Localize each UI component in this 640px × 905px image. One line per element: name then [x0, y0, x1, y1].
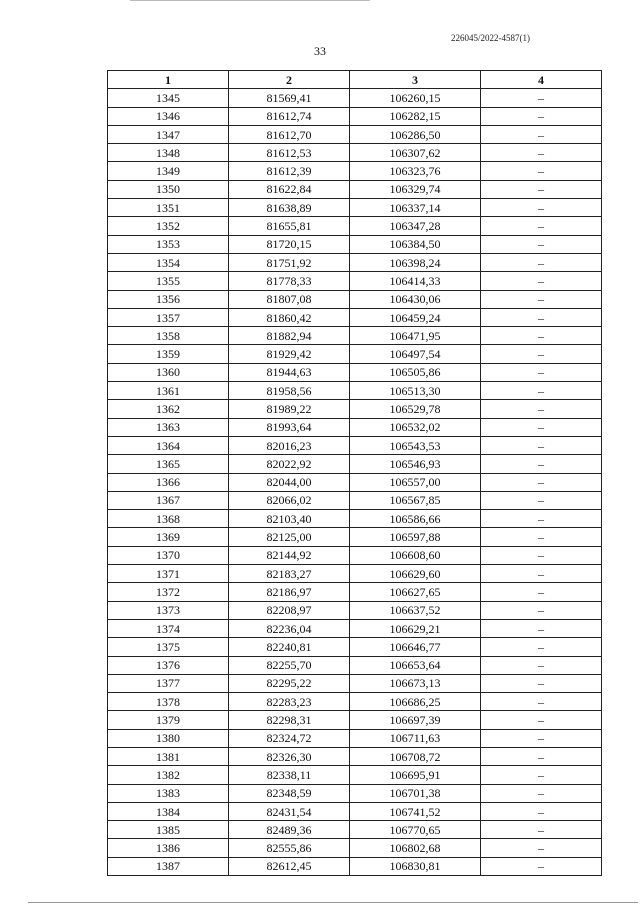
- note-cell: –: [481, 674, 602, 692]
- x-coordinate-cell: 82283,23: [229, 693, 350, 711]
- x-coordinate-cell: 82555,86: [229, 839, 350, 857]
- x-coordinate-cell: 82338,11: [229, 766, 350, 784]
- column-header: 3: [350, 71, 481, 89]
- table-row: [108, 729, 602, 747]
- y-coordinate-cell: 106307,62: [350, 144, 481, 162]
- note-cell: –: [481, 693, 602, 711]
- note-cell: –: [481, 107, 602, 125]
- y-coordinate-cell: 106557,00: [350, 473, 481, 491]
- note-cell: –: [481, 400, 602, 418]
- point-number-cell: 1385: [108, 821, 229, 839]
- table-row: [108, 125, 602, 143]
- x-coordinate-cell: 82208,97: [229, 601, 350, 619]
- y-coordinate-cell: 106398,24: [350, 253, 481, 271]
- top-scan-line: [130, 0, 370, 1]
- y-coordinate-cell: 106260,15: [350, 89, 481, 107]
- x-coordinate-cell: 82298,31: [229, 711, 350, 729]
- point-number-cell: 1372: [108, 583, 229, 601]
- note-cell: –: [481, 711, 602, 729]
- y-coordinate-cell: 106529,78: [350, 400, 481, 418]
- x-coordinate-cell: 81929,42: [229, 345, 350, 363]
- table-row: [108, 857, 602, 875]
- y-coordinate-cell: 106637,52: [350, 601, 481, 619]
- y-coordinate-cell: 106673,13: [350, 674, 481, 692]
- table-row: [108, 656, 602, 674]
- y-coordinate-cell: 106770,65: [350, 821, 481, 839]
- note-cell: –: [481, 784, 602, 802]
- point-number-cell: 1373: [108, 601, 229, 619]
- page-number: 33: [314, 44, 326, 58]
- x-coordinate-cell: 82324,72: [229, 729, 350, 747]
- x-coordinate-cell: 82125,00: [229, 528, 350, 546]
- note-cell: –: [481, 565, 602, 583]
- x-coordinate-cell: 82044,00: [229, 473, 350, 491]
- x-coordinate-cell: 81622,84: [229, 180, 350, 198]
- point-number-cell: 1349: [108, 162, 229, 180]
- point-number-cell: 1383: [108, 784, 229, 802]
- y-coordinate-cell: 106646,77: [350, 638, 481, 656]
- x-coordinate-cell: 82022,92: [229, 455, 350, 473]
- x-coordinate-cell: 82240,81: [229, 638, 350, 656]
- y-coordinate-cell: 106701,38: [350, 784, 481, 802]
- x-coordinate-cell: 81778,33: [229, 272, 350, 290]
- column-header: 1: [108, 71, 229, 89]
- point-number-cell: 1359: [108, 345, 229, 363]
- column-header: 2: [229, 71, 350, 89]
- table-row: [108, 217, 602, 235]
- y-coordinate-cell: 106629,21: [350, 619, 481, 637]
- point-number-cell: 1348: [108, 144, 229, 162]
- table-row: [108, 711, 602, 729]
- table-row: [108, 473, 602, 491]
- point-number-cell: 1360: [108, 363, 229, 381]
- point-number-cell: 1363: [108, 418, 229, 436]
- x-coordinate-cell: 81612,70: [229, 125, 350, 143]
- note-cell: –: [481, 327, 602, 345]
- table-row: [108, 363, 602, 381]
- y-coordinate-cell: 106608,60: [350, 546, 481, 564]
- note-cell: –: [481, 510, 602, 528]
- point-number-cell: 1379: [108, 711, 229, 729]
- y-coordinate-cell: 106471,95: [350, 327, 481, 345]
- point-number-cell: 1353: [108, 235, 229, 253]
- y-coordinate-cell: 106695,91: [350, 766, 481, 784]
- y-coordinate-cell: 106708,72: [350, 747, 481, 765]
- x-coordinate-cell: 81720,15: [229, 235, 350, 253]
- note-cell: –: [481, 455, 602, 473]
- note-cell: –: [481, 638, 602, 656]
- note-cell: –: [481, 802, 602, 820]
- x-coordinate-cell: 81860,42: [229, 308, 350, 326]
- table-header-row: [108, 71, 602, 89]
- note-cell: –: [481, 363, 602, 381]
- x-coordinate-cell: 82144,92: [229, 546, 350, 564]
- y-coordinate-cell: 106347,28: [350, 217, 481, 235]
- point-number-cell: 1371: [108, 565, 229, 583]
- note-cell: –: [481, 308, 602, 326]
- y-coordinate-cell: 106546,93: [350, 455, 481, 473]
- point-number-cell: 1345: [108, 89, 229, 107]
- y-coordinate-cell: 106282,15: [350, 107, 481, 125]
- note-cell: –: [481, 162, 602, 180]
- note-cell: –: [481, 272, 602, 290]
- table-row: [108, 180, 602, 198]
- note-cell: –: [481, 546, 602, 564]
- note-cell: –: [481, 418, 602, 436]
- table-row: [108, 638, 602, 656]
- point-number-cell: 1364: [108, 436, 229, 454]
- x-coordinate-cell: 81882,94: [229, 327, 350, 345]
- coordinates-table: [107, 70, 602, 876]
- x-coordinate-cell: 81989,22: [229, 400, 350, 418]
- y-coordinate-cell: 106627,65: [350, 583, 481, 601]
- note-cell: –: [481, 473, 602, 491]
- point-number-cell: 1350: [108, 180, 229, 198]
- note-cell: –: [481, 747, 602, 765]
- table-row: [108, 766, 602, 784]
- table-row: [108, 382, 602, 400]
- y-coordinate-cell: 106543,53: [350, 436, 481, 454]
- x-coordinate-cell: 82255,70: [229, 656, 350, 674]
- point-number-cell: 1352: [108, 217, 229, 235]
- y-coordinate-cell: 106567,85: [350, 491, 481, 509]
- table-row: [108, 327, 602, 345]
- point-number-cell: 1370: [108, 546, 229, 564]
- x-coordinate-cell: 81569,41: [229, 89, 350, 107]
- table-row: [108, 510, 602, 528]
- table-row: [108, 747, 602, 765]
- table-row: [108, 491, 602, 509]
- point-number-cell: 1375: [108, 638, 229, 656]
- point-number-cell: 1377: [108, 674, 229, 692]
- table-row: [108, 839, 602, 857]
- y-coordinate-cell: 106686,25: [350, 693, 481, 711]
- point-number-cell: 1378: [108, 693, 229, 711]
- table-row: [108, 436, 602, 454]
- x-coordinate-cell: 81751,92: [229, 253, 350, 271]
- point-number-cell: 1358: [108, 327, 229, 345]
- x-coordinate-cell: 82186,97: [229, 583, 350, 601]
- y-coordinate-cell: 106337,14: [350, 199, 481, 217]
- x-coordinate-cell: 82183,27: [229, 565, 350, 583]
- table-row: [108, 455, 602, 473]
- note-cell: –: [481, 601, 602, 619]
- point-number-cell: 1374: [108, 619, 229, 637]
- note-cell: –: [481, 345, 602, 363]
- table-row: [108, 565, 602, 583]
- y-coordinate-cell: 106711,63: [350, 729, 481, 747]
- point-number-cell: 1365: [108, 455, 229, 473]
- point-number-cell: 1362: [108, 400, 229, 418]
- note-cell: –: [481, 857, 602, 875]
- point-number-cell: 1369: [108, 528, 229, 546]
- x-coordinate-cell: 82431,54: [229, 802, 350, 820]
- point-number-cell: 1376: [108, 656, 229, 674]
- x-coordinate-cell: 81655,81: [229, 217, 350, 235]
- point-number-cell: 1347: [108, 125, 229, 143]
- table-row: [108, 107, 602, 125]
- table-row: [108, 583, 602, 601]
- y-coordinate-cell: 106329,74: [350, 180, 481, 198]
- x-coordinate-cell: 81612,74: [229, 107, 350, 125]
- x-coordinate-cell: 82489,36: [229, 821, 350, 839]
- note-cell: –: [481, 180, 602, 198]
- y-coordinate-cell: 106286,50: [350, 125, 481, 143]
- note-cell: –: [481, 766, 602, 784]
- y-coordinate-cell: 106414,33: [350, 272, 481, 290]
- note-cell: –: [481, 253, 602, 271]
- point-number-cell: 1384: [108, 802, 229, 820]
- note-cell: –: [481, 491, 602, 509]
- note-cell: –: [481, 729, 602, 747]
- column-header: 4: [481, 71, 602, 89]
- x-coordinate-cell: 82016,23: [229, 436, 350, 454]
- note-cell: –: [481, 839, 602, 857]
- point-number-cell: 1368: [108, 510, 229, 528]
- note-cell: –: [481, 235, 602, 253]
- x-coordinate-cell: 81612,53: [229, 144, 350, 162]
- y-coordinate-cell: 106629,60: [350, 565, 481, 583]
- point-number-cell: 1387: [108, 857, 229, 875]
- point-number-cell: 1367: [108, 491, 229, 509]
- point-number-cell: 1386: [108, 839, 229, 857]
- point-number-cell: 1355: [108, 272, 229, 290]
- x-coordinate-cell: 82326,30: [229, 747, 350, 765]
- table-row: [108, 272, 602, 290]
- table-row: [108, 400, 602, 418]
- table-row: [108, 290, 602, 308]
- x-coordinate-cell: 82612,45: [229, 857, 350, 875]
- y-coordinate-cell: 106384,50: [350, 235, 481, 253]
- point-number-cell: 1351: [108, 199, 229, 217]
- y-coordinate-cell: 106697,39: [350, 711, 481, 729]
- point-number-cell: 1356: [108, 290, 229, 308]
- point-number-cell: 1346: [108, 107, 229, 125]
- table-row: [108, 674, 602, 692]
- y-coordinate-cell: 106323,76: [350, 162, 481, 180]
- x-coordinate-cell: 82236,04: [229, 619, 350, 637]
- y-coordinate-cell: 106802,68: [350, 839, 481, 857]
- note-cell: –: [481, 619, 602, 637]
- point-number-cell: 1366: [108, 473, 229, 491]
- table-row: [108, 546, 602, 564]
- note-cell: –: [481, 89, 602, 107]
- note-cell: –: [481, 382, 602, 400]
- x-coordinate-cell: 81944,63: [229, 363, 350, 381]
- table-body: [108, 89, 602, 876]
- point-number-cell: 1357: [108, 308, 229, 326]
- x-coordinate-cell: 82103,40: [229, 510, 350, 528]
- x-coordinate-cell: 82295,22: [229, 674, 350, 692]
- x-coordinate-cell: 81807,08: [229, 290, 350, 308]
- point-number-cell: 1361: [108, 382, 229, 400]
- x-coordinate-cell: 82348,59: [229, 784, 350, 802]
- point-number-cell: 1382: [108, 766, 229, 784]
- y-coordinate-cell: 106430,06: [350, 290, 481, 308]
- table-row: [108, 821, 602, 839]
- y-coordinate-cell: 106459,24: [350, 308, 481, 326]
- note-cell: –: [481, 217, 602, 235]
- y-coordinate-cell: 106653,64: [350, 656, 481, 674]
- x-coordinate-cell: 81612,39: [229, 162, 350, 180]
- table-row: [108, 693, 602, 711]
- y-coordinate-cell: 106532,02: [350, 418, 481, 436]
- y-coordinate-cell: 106497,54: [350, 345, 481, 363]
- table-row: [108, 89, 602, 107]
- x-coordinate-cell: 81958,56: [229, 382, 350, 400]
- table-row: [108, 528, 602, 546]
- note-cell: –: [481, 125, 602, 143]
- table-row: [108, 162, 602, 180]
- table-row: [108, 619, 602, 637]
- table-row: [108, 144, 602, 162]
- table-row: [108, 601, 602, 619]
- table-row: [108, 253, 602, 271]
- y-coordinate-cell: 106741,52: [350, 802, 481, 820]
- y-coordinate-cell: 106586,66: [350, 510, 481, 528]
- table-row: [108, 784, 602, 802]
- table-row: [108, 199, 602, 217]
- point-number-cell: 1354: [108, 253, 229, 271]
- note-cell: –: [481, 528, 602, 546]
- table-row: [108, 308, 602, 326]
- table-row: [108, 235, 602, 253]
- y-coordinate-cell: 106505,86: [350, 363, 481, 381]
- note-cell: –: [481, 290, 602, 308]
- point-number-cell: 1381: [108, 747, 229, 765]
- x-coordinate-cell: 81638,89: [229, 199, 350, 217]
- note-cell: –: [481, 144, 602, 162]
- note-cell: –: [481, 199, 602, 217]
- y-coordinate-cell: 106597,88: [350, 528, 481, 546]
- point-number-cell: 1380: [108, 729, 229, 747]
- x-coordinate-cell: 81993,64: [229, 418, 350, 436]
- note-cell: –: [481, 436, 602, 454]
- document-id: 226045/2022-4587(1): [451, 33, 530, 43]
- bottom-scan-line: [28, 902, 638, 903]
- x-coordinate-cell: 82066,02: [229, 491, 350, 509]
- note-cell: –: [481, 821, 602, 839]
- note-cell: –: [481, 583, 602, 601]
- table-row: [108, 802, 602, 820]
- table-row: [108, 418, 602, 436]
- table-row: [108, 345, 602, 363]
- note-cell: –: [481, 656, 602, 674]
- y-coordinate-cell: 106830,81: [350, 857, 481, 875]
- y-coordinate-cell: 106513,30: [350, 382, 481, 400]
